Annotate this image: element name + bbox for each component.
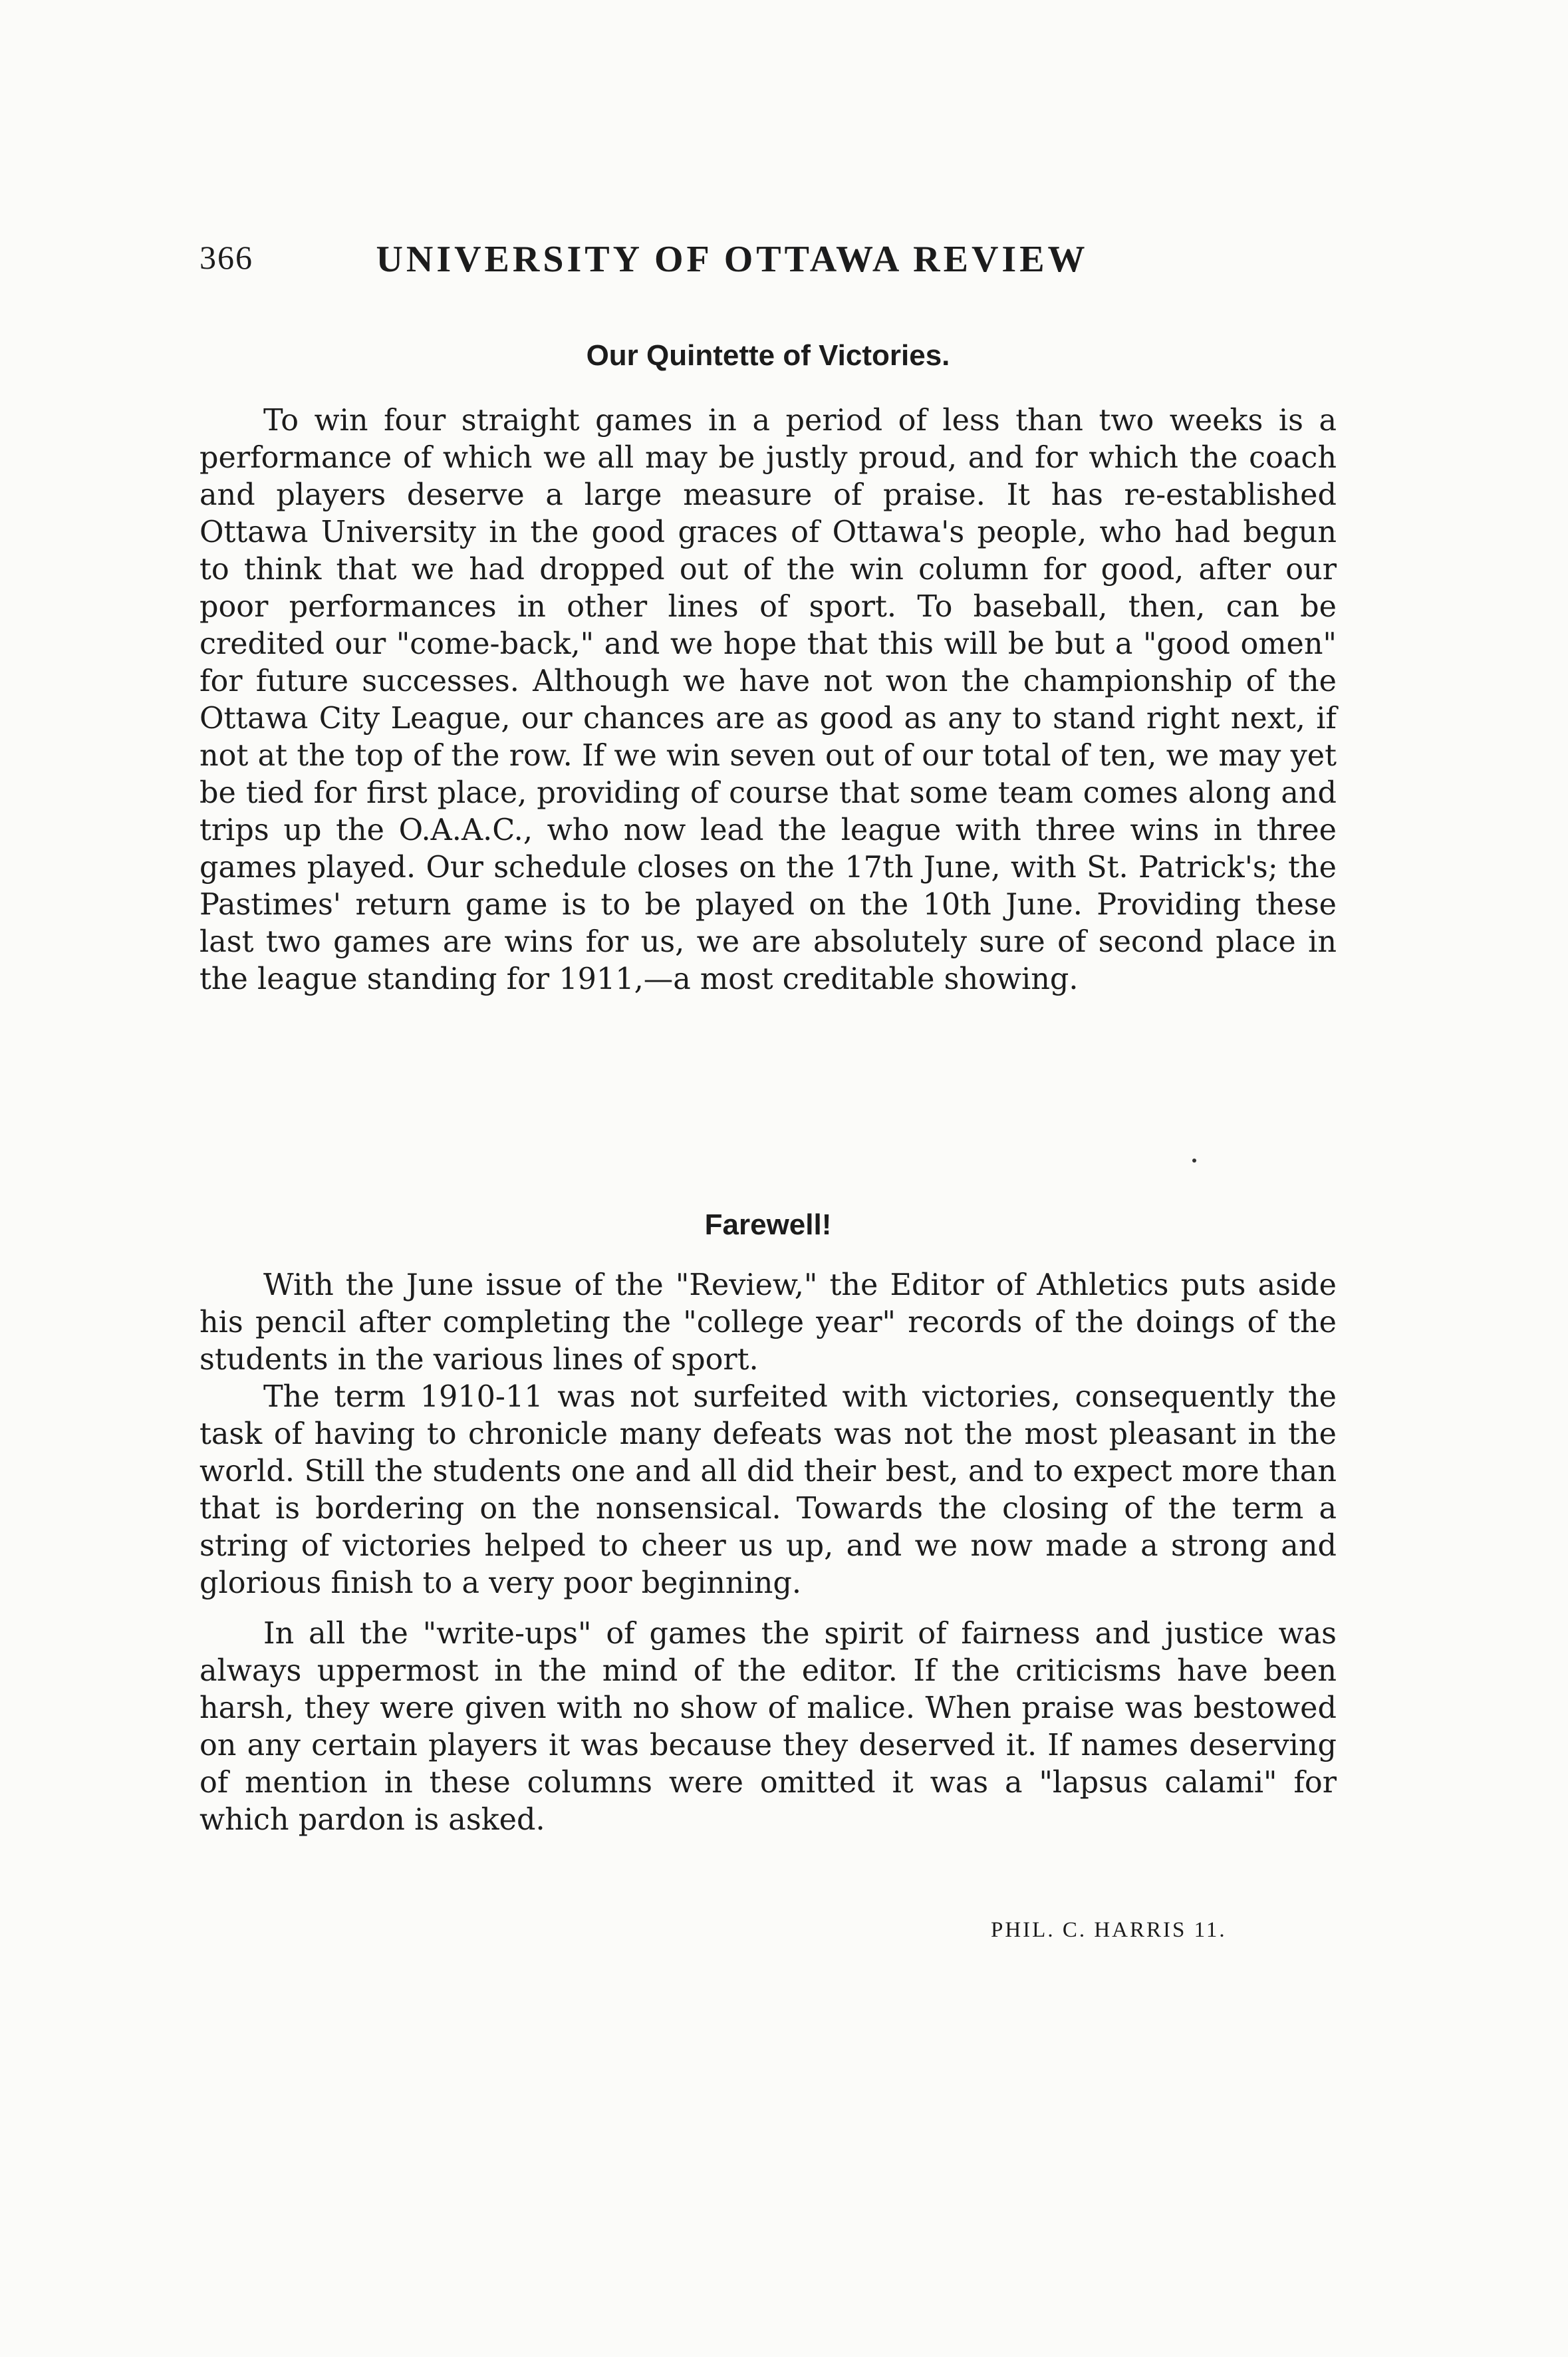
print-speck bbox=[1192, 1159, 1196, 1163]
paragraph: With the June issue of the "Review," the Editor of Athletics puts aside his pencil after completing the "college year" records of the doings of the students in the various lines of sport. bbox=[199, 1268, 1337, 1377]
paragraph: In all the "write-ups" of games the spirit of fairness and justice was always uppermost in the mind of the editor. If the criticisms have been harsh, they were given with no show of malice. When praise was bestowed on any certain players it was because they deserved it. If names deserving of mention in these columns were omitted it was a "lapsus calami" for which pardon is asked. bbox=[199, 1617, 1337, 1837]
journal-title: UNIVERSITY OF OTTAWA REVIEW bbox=[376, 239, 1089, 280]
author-signature: PHIL. C. HARRIS 11. bbox=[991, 1918, 1227, 1942]
section-heading-farewell: Farewell! bbox=[704, 1208, 832, 1241]
running-head bbox=[199, 238, 1263, 291]
page-number: 366 bbox=[199, 239, 253, 276]
paragraph: The term 1910-11 was not surfeited with victories, consequently the task of having to chronicle many defeats was not the most pleasant in the world. Still the students one and all did their best, and to expect more than that is bordering on the nonsensical. Towards the closing of the term a string of victories helped to cheer us up, and we now made a strong and glorious finish to a very poor beginning. bbox=[199, 1380, 1337, 1600]
section-body-farewell bbox=[199, 1267, 1337, 1839]
paragraph: To win four straight games in a period of less than two weeks is a performance of which we all may be justly proud, and for which the coach and players deserve a large measure of praise. It has re-established Ottawa University in the good graces of Ottawa's people, who had begun to think that we had dropped out of the win column for good, after our poor performances in other lines of sport. To baseball, then, can be credited our "come-back," and we hope that this will be but a "good omen" for future successes. Although we have not won the championship of the Ottawa City League, our chances are as good as any to stand right next, if not at the top of the row. If we win seven out of our total of ten, we may yet be tied for first place, providing of course that some team comes along and trips up the O.A.A.C., who now lead the league with three wins in three games played. Our schedule closes on the 17th June, with St. Patrick's; the Pastimes' return game is to be played on the 10th June. Providing these last two games are wins for us, we are absolutely sure of second place in the league standing for 1911,—a most creditable showing. bbox=[199, 404, 1337, 996]
section-body-victories bbox=[199, 402, 1337, 998]
section-heading-victories: Our Quintette of Victories. bbox=[586, 339, 950, 372]
